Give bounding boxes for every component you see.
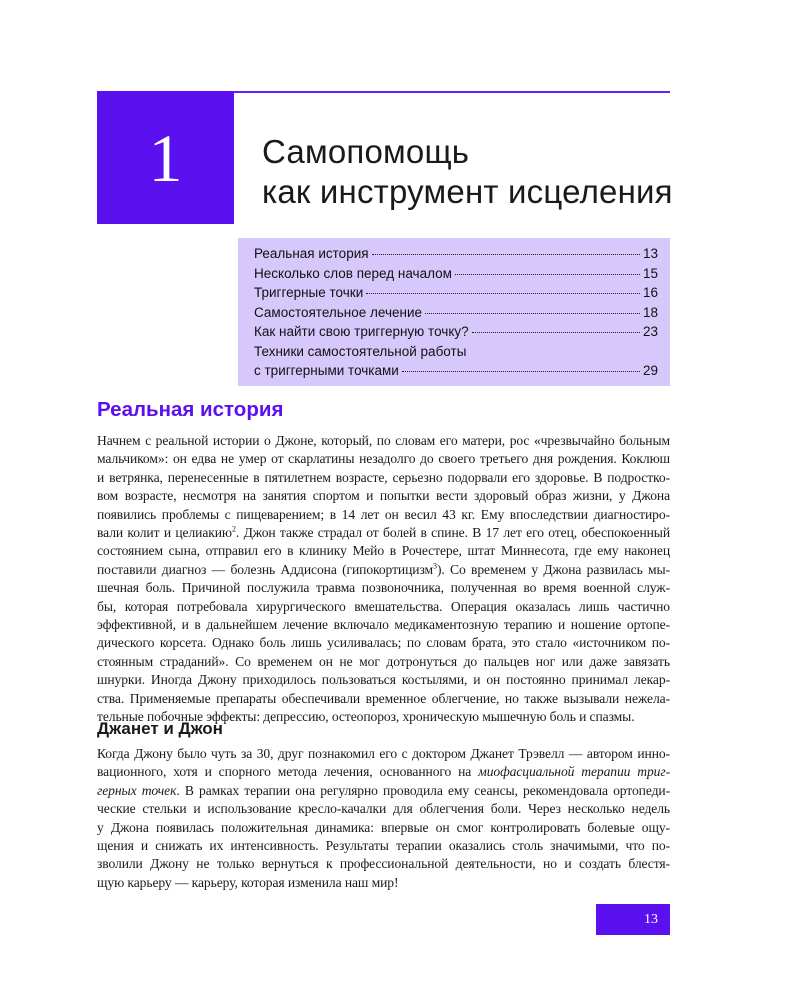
body-paragraph bbox=[97, 745, 670, 892]
text-line: бы, которая потребовала хирургического вмешательства. Операция оказалась лишь частично bbox=[97, 598, 670, 614]
text-line: стоянным страданий». Со временем он не мог дотронуться до пальцев ног или даже завязать bbox=[97, 653, 670, 669]
toc-entry[interactable] bbox=[254, 305, 658, 325]
text-line: Когда Джону было чуть за 30, друг познакомил его с доктором Джанет Трэвелл — автором инно- bbox=[97, 746, 670, 761]
text-line: появились проблемы с пищеварением; в 14 лет он весил 43 кг. Ему впоследствии диагностиро- bbox=[97, 506, 670, 522]
toc-entry-page: 23 bbox=[642, 324, 658, 339]
toc-leader-dots bbox=[402, 371, 640, 372]
toc-entry[interactable] bbox=[254, 363, 658, 383]
chapter-number-block bbox=[97, 91, 234, 224]
text-line: ства. Применяемые препараты обеспечивали временное облегчение, но также вызывали нежела- bbox=[97, 690, 670, 706]
text-line: у Джона появилась положительная динамика: впервые он смог контролировать болевые ощу- bbox=[97, 819, 670, 835]
text-line: ческие стельки и использование кресло-качалки для облегчения боли. Через несколько недель bbox=[97, 801, 670, 817]
text-line: шечная боль. Причиной послужила травма позвоночника, полученная во время военной служ- bbox=[97, 580, 670, 596]
toc-entry[interactable] bbox=[254, 324, 658, 344]
body-paragraph bbox=[97, 432, 670, 727]
toc-entry-page: 29 bbox=[642, 363, 658, 378]
text-line: шнурки. Иногда Джону приходилось пользоваться костылями, и он постоянно принимал лекар- bbox=[97, 672, 670, 688]
toc-entry[interactable] bbox=[254, 266, 658, 286]
toc-entry-label: Реальная история bbox=[254, 246, 369, 261]
text-segment: . В рамках терапии она регулярно проводила ему сеансы, рекомендовала ортопеди- bbox=[176, 782, 670, 798]
toc-leader-dots bbox=[372, 254, 640, 255]
toc-entry-label: Как найти свою триггерную точку? bbox=[254, 324, 469, 339]
toc-entry-label: Несколько слов перед началом bbox=[254, 265, 452, 281]
footnote-marker[interactable]: 2 bbox=[232, 524, 236, 534]
toc-entry-page: 13 bbox=[642, 246, 658, 261]
chapter-number: 1 bbox=[148, 119, 183, 196]
subsection-heading: Джанет и Джон bbox=[97, 719, 223, 738]
text-line bbox=[97, 782, 670, 800]
toc-entry-page: 18 bbox=[642, 304, 658, 320]
text-line: щения и снижать их интенсивность. Результаты терапии оказались столь значимыми, что по- bbox=[97, 838, 670, 854]
text-line bbox=[97, 524, 670, 542]
toc-leader-dots bbox=[455, 274, 640, 275]
text-line: дического корсета. Однако боль лишь усиливалась; по словам брата, это стало «источником по- bbox=[97, 635, 670, 651]
emphasis-term: герных точек bbox=[97, 782, 177, 798]
text-line: состоянием сына, отправил его в клинику Мейо в Рочестере, штат Миннесота, где ему наконец bbox=[97, 543, 670, 559]
toc-leader-dots bbox=[472, 332, 640, 333]
text-segment: ). Со временем у Джона развилась мы- bbox=[436, 561, 671, 577]
toc-entry-label: Самостоятельное лечение bbox=[254, 304, 423, 320]
text-segment: . Джон также страдал от болей в спине. В 17 лет его отец, обеспокоенный bbox=[235, 525, 670, 541]
text-segment: вали колит и целиакию bbox=[97, 525, 232, 541]
toc-entry-page: 15 bbox=[642, 265, 658, 281]
text-segment: поставили диагноз — болезнь Аддисона (гипокортицизм bbox=[97, 561, 434, 577]
text-line: тельные побочные эффекты: депрессию, остеопороз, хроническую мышечную боль и спазмы. bbox=[97, 709, 635, 725]
toc-entry[interactable] bbox=[254, 246, 658, 266]
text-line: и ветрянка, перенесенные в пятилетнем возрасте, серьезно подорвали его здоровье. В подростко- bbox=[97, 469, 670, 485]
chapter-title-line1: Самопомощь bbox=[262, 133, 470, 170]
footnote-marker[interactable]: 3 bbox=[433, 561, 437, 571]
toc-entry-label: Триггерные точки bbox=[254, 285, 364, 300]
toc-entry-page: 16 bbox=[642, 285, 658, 300]
text-line: Начнем с реальной истории о Джоне, который, по словам его матери, рос «чрезвычайно больным bbox=[97, 433, 670, 448]
text-line: вом возрасте, несмотря на занятия спортом и попытки вести здоровый образ жизни, у Джона bbox=[97, 488, 670, 504]
toc-leader-dots bbox=[425, 313, 640, 314]
toc-entry[interactable] bbox=[254, 285, 658, 305]
text-line bbox=[97, 763, 670, 781]
emphasis-term: миофасциальной терапии триг- bbox=[478, 764, 670, 780]
toc-entry-label-line1[interactable]: Техники самостоятельной работы bbox=[254, 343, 467, 359]
chapter-title-line2: как инструмент исцеления bbox=[262, 173, 673, 210]
page-number-tab bbox=[596, 904, 670, 935]
text-line: мальчиком»: он едва не умер от скарлатины незадолго до своего третьего дня рождения. Коклюш bbox=[97, 451, 670, 467]
table-of-contents bbox=[238, 238, 670, 386]
section-heading: Реальная история bbox=[97, 398, 284, 421]
toc-leader-dots bbox=[366, 293, 640, 294]
text-segment: вационного, хотя и спорного метода лечения, основанного на bbox=[97, 764, 479, 780]
chapter-title bbox=[262, 132, 673, 212]
page-number: 13 bbox=[644, 911, 658, 927]
text-line: зволили Джону не только вернуться к профессиональной деятельности, но и создать блестя- bbox=[97, 856, 670, 872]
text-line bbox=[97, 561, 670, 579]
text-line: эффективной, и в дальнейшем лечение включало медикаментозную терапию и ношение ортопе- bbox=[97, 617, 670, 633]
toc-entry-label: с триггерными точками bbox=[254, 363, 399, 378]
text-line: щую карьеру — карьеру, которая изменила наш мир! bbox=[97, 874, 399, 890]
